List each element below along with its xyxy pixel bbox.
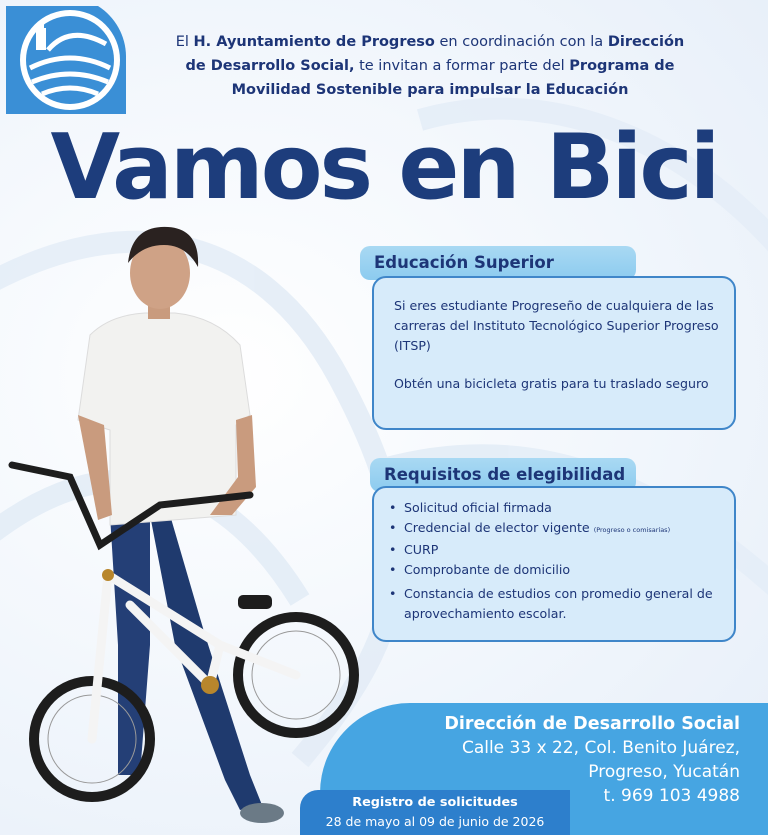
requirements-list bbox=[386, 498, 731, 624]
registration-dates: 28 de mayo al 09 de junio de 2026 bbox=[325, 814, 545, 829]
list-item: • CURP bbox=[389, 542, 439, 557]
list-item: • Constancia de estudios con promedio general de aprovechamiento escolar. bbox=[389, 586, 713, 621]
requirement-text: Comprobante de domicilio bbox=[404, 562, 571, 577]
phone-number: t. 969 103 4988 bbox=[603, 786, 740, 806]
requirement-text: CURP bbox=[404, 542, 439, 557]
intro-text bbox=[150, 30, 710, 102]
header-text-bold: Movilidad Sostenible para impulsar la Educación bbox=[231, 82, 629, 98]
registration-label: Registro de solicitudes bbox=[352, 795, 518, 810]
benefit-text: Obtén una bicicleta gratis para tu traslado seguro bbox=[394, 376, 709, 391]
requisitos-card bbox=[372, 486, 736, 642]
header-text-bold: Programa de bbox=[569, 58, 675, 74]
eligibility-description: Si eres estudiante Progreseño de cualquiera de las carreras del Instituto Tecnológico Superior Progreso (ITSP) bbox=[394, 298, 719, 353]
address-line-1: Calle 33 x 22, Col. Benito Juárez, bbox=[461, 738, 740, 758]
ayuntamiento-logo bbox=[6, 6, 126, 114]
office-name: Dirección de Desarrollo Social bbox=[444, 714, 740, 734]
registration-banner bbox=[300, 790, 570, 835]
section-heading-requisitos: Requisitos de elegibilidad bbox=[370, 458, 636, 492]
requirement-note: (Progreso o comisarías) bbox=[593, 526, 671, 534]
header-text-bold: H. Ayuntamiento de Progreso bbox=[193, 34, 435, 50]
student-with-bmx-bike-illustration bbox=[0, 215, 360, 835]
list-item: • Comprobante de domicilio bbox=[389, 562, 571, 577]
header-text: El bbox=[175, 34, 194, 50]
header-text: en coordinación con la bbox=[434, 34, 608, 50]
requirement-text: Solicitud oficial firmada bbox=[404, 500, 552, 515]
requirement-text: Constancia de estudios con promedio general de aprovechamiento escolar. bbox=[404, 586, 713, 621]
header-text-bold: Dirección bbox=[607, 34, 685, 50]
requirement-text: Credencial de elector vigente bbox=[404, 520, 590, 535]
header-text: te invitan a formar parte del bbox=[354, 58, 570, 74]
page-title: Vamos en Bici bbox=[50, 115, 718, 220]
address-line-2: Progreso, Yucatán bbox=[588, 762, 740, 782]
section-heading-educacion-superior: Educación Superior bbox=[360, 246, 636, 280]
list-item: • Credencial de elector vigente (Progreso o comisarías) bbox=[389, 520, 671, 535]
list-item: • Solicitud oficial firmada bbox=[389, 500, 552, 515]
educacion-superior-card bbox=[372, 276, 736, 430]
header-text-bold: de Desarrollo Social, bbox=[185, 58, 355, 74]
